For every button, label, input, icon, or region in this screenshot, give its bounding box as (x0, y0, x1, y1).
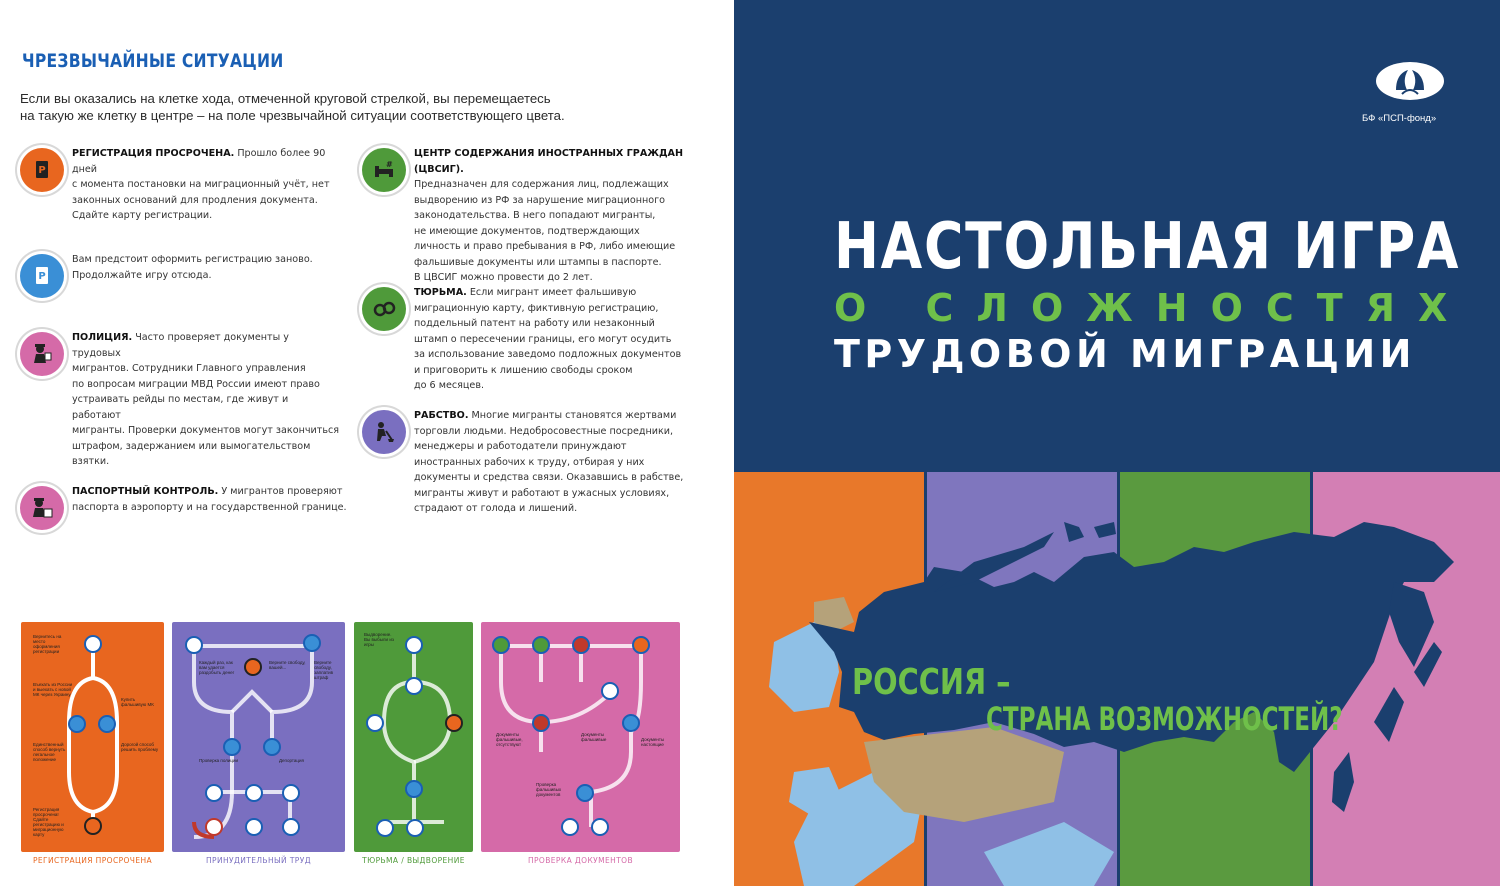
police-icon (20, 332, 64, 376)
board-cell (492, 636, 510, 654)
board-note: Единственный способ вернуть легальное положение (33, 742, 66, 762)
handcuffs-icon (362, 287, 406, 331)
board-cell (622, 714, 640, 732)
board-note: Купить фальшивую МК (121, 697, 154, 707)
item-police (20, 330, 340, 470)
board-thumbnail-document-check (481, 622, 680, 852)
board-cell (282, 818, 300, 836)
board-thumbnail-forced-labor (172, 622, 345, 852)
board-cell (572, 636, 590, 654)
board-cell (405, 677, 423, 695)
board-note: Проверка фальшивых документов (536, 782, 562, 797)
board-cell (601, 682, 619, 700)
booklet-cover-page (734, 0, 1500, 886)
cover-title-line-3: ТРУДОВОЙ МИГРАЦИИ (834, 332, 1416, 376)
russia-map-icon (734, 472, 1500, 886)
board-cell (205, 818, 223, 836)
thumbnail-caption: ПРИНУДИТЕЛЬНЫЙ ТРУД (206, 856, 311, 865)
board-note: Верните свободу, вашей... (269, 660, 306, 670)
board-cell (561, 818, 579, 836)
item-text: ПАСПОРТНЫЙ КОНТРОЛЬ. У мигрантов проверяют паспорта в аэропорту и на государственной границе. (72, 486, 347, 513)
item-registration-new (20, 252, 340, 298)
foundation-logo-icon (1374, 60, 1446, 102)
thumbnail-caption: ПРОВЕРКА ДОКУМЕНТОВ (527, 856, 634, 865)
board-cell (376, 819, 394, 837)
logo-caption: БФ «ПСП-фонд» (1362, 113, 1437, 124)
board-cell (445, 714, 463, 732)
board-cell (576, 784, 594, 802)
item-text: ТЮРЬМА. Если мигрант имеет фальшивую миграционную карту, фиктивную регистрацию, поддельный патент на работу или незаконный штамп о пересечении границы, его могут осудить за использование заведомо подложных документов и приговорить к лишению свободы сроком до 6 месяцев. (414, 287, 682, 391)
registration-new-icon (20, 254, 64, 298)
cover-slogan-line-1: РОССИЯ – (852, 662, 1011, 703)
board-cell (68, 715, 86, 733)
item-detention-center (362, 146, 692, 286)
board-thumbnail-registration (21, 622, 164, 852)
svg-text:#: # (386, 160, 393, 169)
board-cell (185, 636, 203, 654)
section-title: ЧРЕЗВЫЧАЙНЫЕ СИТУАЦИИ (22, 50, 284, 72)
board-cell (282, 784, 300, 802)
thumbnail-caption: РЕГИСТРАЦИЯ ПРОСРОЧЕНА (32, 856, 153, 865)
board-note: Въехать из России и выехать с новой МК через Украину (33, 682, 73, 697)
board-cell (263, 738, 281, 756)
passport-control-icon (20, 486, 64, 530)
board-thumbnail-prison (354, 622, 473, 852)
cover-title-line-1: НАСТОЛЬНАЯ ИГРА (834, 210, 1461, 284)
item-prison (362, 285, 692, 394)
booklet-left-page (0, 0, 734, 886)
detention-center-icon (362, 148, 406, 192)
item-text: ПОЛИЦИЯ. Часто проверяет документы у трудовых мигрантов. Сотрудники Главного управления по вопросам миграции МВД России имеют право устраивать рейды по местам, где живут и работают мигранты. Проверки документов могут закончиться штрафом, задержанием или вымогательством взятки. (72, 332, 340, 467)
registration-expired-icon (20, 148, 64, 192)
board-cell (632, 636, 650, 654)
item-text: ЦЕНТР СОДЕРЖАНИЯ ИНОСТРАННЫХ ГРАЖДАН (ЦВСИГ). Предназначен для содержания лиц, подлежащих выдворению из РФ за нарушение миграционного законодательства. В него попадают мигранты, не имеющие документов, подтверждающих личность и право пребывания в РФ, либо имеющие фальшивые документы или штампы в паспорте. В ЦВСИГ можно провести до 2 лет. (414, 148, 683, 283)
board-cell (366, 714, 384, 732)
intro-line-2: на такую же клетку в центре – на поле чрезвычайной ситуации соответствующего цвета. (20, 108, 565, 123)
board-cell (405, 636, 423, 654)
board-cell (84, 635, 102, 653)
board-cell (244, 658, 262, 676)
item-passport-control (20, 484, 350, 530)
board-note: Выдворение. Вы выбыли из игры (364, 632, 394, 647)
board-note: Вернитесь на место оформления регистрации (33, 634, 62, 654)
board-note: Документы фальшивые (581, 732, 607, 742)
board-note: Дорогой способ решить проблему (121, 742, 159, 752)
board-cell (223, 738, 241, 756)
item-text: РЕГИСТРАЦИЯ ПРОСРОЧЕНА. Прошло более 90 дней с момента постановки на миграционный учёт, нет законных оснований для продления документа. Сдайте карту регистрации. (72, 148, 330, 221)
item-text: Вам предстоит оформить регистрацию заново. Продолжайте игру отсюда. (72, 254, 313, 281)
board-cell (405, 780, 423, 798)
thumbnail-caption: ТЮРЬМА / ВЫДВОРЕНИЕ (362, 856, 465, 865)
forced-labor-icon (362, 410, 406, 454)
board-path-lines (354, 622, 473, 852)
board-cell (205, 784, 223, 802)
cover-slogan-line-2: СТРАНА ВОЗМОЖНОСТЕЙ? (986, 700, 1343, 738)
board-cell (84, 817, 102, 835)
board-cell (245, 784, 263, 802)
board-note: Верните свободу, заплатив штраф (314, 660, 333, 680)
intro-text (20, 90, 640, 124)
item-registration-expired (20, 146, 340, 224)
item-slavery (362, 408, 692, 517)
svg-text:P: P (38, 271, 46, 282)
cover-title-line-2: О СЛОЖНОСТЯХ (834, 286, 1471, 330)
board-cell (532, 714, 550, 732)
board-path-lines (172, 622, 345, 852)
board-note: Документы фальшивые, отсутствуют (496, 732, 523, 747)
svg-text:P: P (38, 165, 46, 176)
item-text: РАБСТВО. Многие мигранты становятся жертвами торговли людьми. Недобросовестные посредники, менеджеры и работодатели принуждают иностранных рабочих к труду, отбирая у них документы и средства связи. Оказавшись в рабстве, мигранты живут и работают в ужасных условиях, страдают от голода и лишений. (414, 410, 684, 514)
board-note: Депортация (279, 758, 304, 763)
intro-line-1: Если вы оказались на клетке хода, отмеченной круговой стрелкой, вы перемещаетесь (20, 91, 551, 106)
board-cell (303, 634, 321, 652)
board-cell (245, 818, 263, 836)
board-cell (98, 715, 116, 733)
board-note: Каждый раз, как вам удается раздобыть денег (199, 660, 235, 675)
board-cell (532, 636, 550, 654)
board-note: Регистрация просрочена! Сдайте регистрацию и миграционную карту (33, 807, 64, 837)
board-note: Проверка полиции (199, 758, 238, 763)
board-cell (406, 819, 424, 837)
board-cell (591, 818, 609, 836)
board-note: Документы настоящие (641, 737, 665, 747)
